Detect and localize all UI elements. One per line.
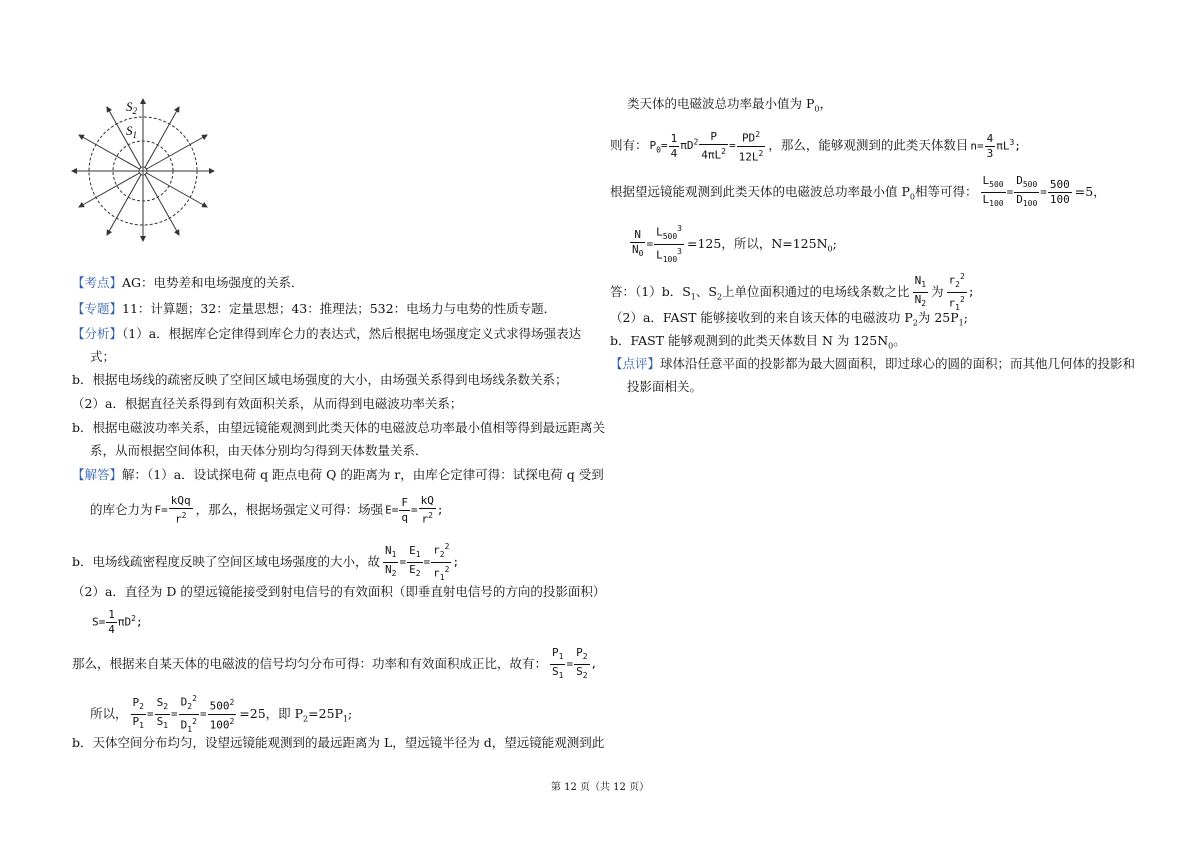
kaodian-text: AG：电势差和电场强度的关系．	[122, 275, 304, 290]
right-line-4: $\frac{N}{N_0}$ = $\frac{L_{500}^3}{L_{100}^3}$ =125，所以，$N=125N_0$;	[627, 222, 837, 267]
fenxi-text-1: （1）a．根据库仑定律得到库仑力的表达式，然后根据电场强度定义式求得场强表达	[122, 326, 582, 341]
jieda-text-1: 解：（1）a．设试探电荷 q 距点电荷 Q 的距离为 r，由库仑定律可得：试探电荷 q 受到	[122, 467, 604, 482]
jieda-line-4: （2）a．直径为 D 的望远镜能接受到射电信号的有效面积（即垂直射电信号的方向的投影面积）	[72, 584, 606, 599]
jieda-line-3: b．电场线疏密程度反映了空间区域电场强度的大小，故 $\frac{N_1}{N_2}$ = $\frac{E_1}{E_2}$ = $\frac{r_2^2}{r_1^2}$ ;	[72, 540, 461, 585]
min-power-formula: $P_0=$ $\frac{1}{4}$ $\pi D^2$ $\frac{P}{4\pi L^2}$ = $\frac{PD^2}{12L^2}$	[649, 129, 764, 164]
fenxi-line-4: b．根据电磁波功率关系，由望远镜能观测到此类天体的电磁波总功率最小值相等得到最远距离关	[72, 420, 606, 435]
fenxi-line-3: （2）a．根据直径关系得到有效面积关系，从而得到电磁波功率关系；	[72, 396, 463, 411]
kaodian-tag: 【考点】	[72, 275, 123, 290]
fenxi-tag: 【分析】	[72, 326, 123, 341]
dianping-tag: 【点评】	[610, 356, 661, 371]
zhuanti-line	[72, 301, 556, 317]
fenxi-line-2: b．根据电场线的疏密反映了空间区域电场强度的大小，由场强关系得到电场线条数关系；	[72, 372, 568, 387]
count-formula: n= $\frac{4}{3}$ $\pi L^3$;	[970, 131, 1021, 160]
right-line-3: 根据望远镜能观测到此类天体的电磁波总功率最小值 $P_0$相等可得： $\frac{L_{500}}{L_{100}}$ = $\frac{D_{500}}{D_{100}}$ = $\frac{500}{100}$ =5，	[610, 174, 1106, 211]
count-ratio-formula: $\frac{N}{N_0}$ = $\frac{L_{500}^3}{L_{100}^3}$	[632, 224, 682, 264]
jieda-line-5	[90, 608, 145, 637]
right-line-7: b．FAST 能够观测到的此类天体数目 N 为 $125N_0$。	[610, 333, 906, 351]
page-footer: 第 12 页（共 12 页）	[550, 782, 650, 793]
jieda-line-6: 那么，根据来自某天体的电磁波的信号均匀分布可得：功率和有效面积成正比，故有： $\frac{P_1}{S_1}$ = $\frac{P_2}{S_2}$ ,	[72, 646, 599, 683]
area-formula: S= $\frac{1}{4}$ $\pi D^2$;	[92, 608, 143, 636]
right-line-1: 类天体的电磁波总功率最小值为 $P_0$，	[627, 96, 832, 114]
right-line-5: 答：（1）b．$S_1$、$S_2$上单位面积通过的电场线条数之比 $\frac{N_1}{N_2}$ 为 $\frac{r_2^2}{r_1^2}$ ;	[610, 272, 975, 312]
power-area-ratio-formula: $\frac{P_1}{S_1}$ = $\frac{P_2}{S_2}$ ,	[552, 646, 598, 681]
fenxi-line-1b: 式；	[90, 349, 116, 364]
coulomb-force-formula: F= $\frac{\text{kQq}}{r^2}$	[154, 494, 191, 526]
field-line-ratio-formula: $\frac{N_1}{N_2}$ = $\frac{E_1}{E_2}$ = $\frac{r_2^2}{r_1^2}$ ;	[385, 542, 460, 582]
electric-field-diagram	[70, 95, 220, 245]
jieda-line-8: b．天体空间分布均匀，设望远镜能观测到的最远距离为 L，望远镜半径为 d，望远镜能观测到此	[72, 735, 605, 750]
dianping-line-2: 投影面相关。	[627, 379, 703, 394]
dianping-line-1: 【点评】球体沿任意平面的投影都为最大圆面积，即过球心的圆的面积；而其他几何体的投影和	[610, 356, 1136, 371]
label-s1: $S_1$	[126, 123, 137, 140]
right-line-6: （2）a．FAST 能够接收到的来自该天体的电磁波功 $P_2$为 $25P_1$;	[610, 310, 968, 328]
jieda-line-2: 的库仑力为 F= $\frac{\text{kQq}}{r^2}$ ，那么，根据场强定义可得：场强 E= $\frac{F}{q}$ = $\frac{kQ}{r^2}$ ;	[90, 494, 444, 526]
distance-ratio-formula: $\frac{L_{500}}{L_{100}}$ = $\frac{D_{500}}{D_{100}}$ = $\frac{500}{100}$	[982, 174, 1070, 209]
fenxi-line-4b: 系，从而根据空间体积，由天体分别均匀得到天体数量关系．	[90, 443, 428, 458]
right-line-2: 则有： $P_0=$ $\frac{1}{4}$ $\pi D^2$ $\frac{P}{4\pi L^2}$ = $\frac{PD^2}{12L^2}$ ，那么，能够观测到的此类天体数目 n= $\frac{4}{3}$ $\pi L^3$;	[610, 129, 1021, 164]
kaodian-line	[72, 275, 304, 291]
jieda-tag: 【解答】	[72, 467, 123, 482]
jieda-line-7: 所以， $\frac{P_2}{P_1}$ = $\frac{S_2}{S_1}$ = $\frac{D_2^2}{D_1^2}$ = $\frac{500^2}{100^2}$ =25，即 $P_2=25P_1$;	[90, 692, 352, 737]
jieda-line-1	[72, 467, 604, 483]
power-ratio-formula: $\frac{P_2}{P_1}$ = $\frac{S_2}{S_1}$ = $\frac{D_2^2}{D_1^2}$ = $\frac{500^2}{100^2}$	[132, 694, 235, 734]
field-strength-formula: E= $\frac{F}{q}$ = $\frac{kQ}{r^2}$ ;	[385, 494, 444, 526]
label-s2: $S_2$	[126, 99, 137, 116]
zhuanti-text: 11：计算题；32：定量思想；43：推理法；532：电场力与电势的性质专题．	[122, 301, 557, 316]
fenxi-line-1	[72, 326, 581, 342]
zhuanti-tag: 【专题】	[72, 301, 123, 316]
